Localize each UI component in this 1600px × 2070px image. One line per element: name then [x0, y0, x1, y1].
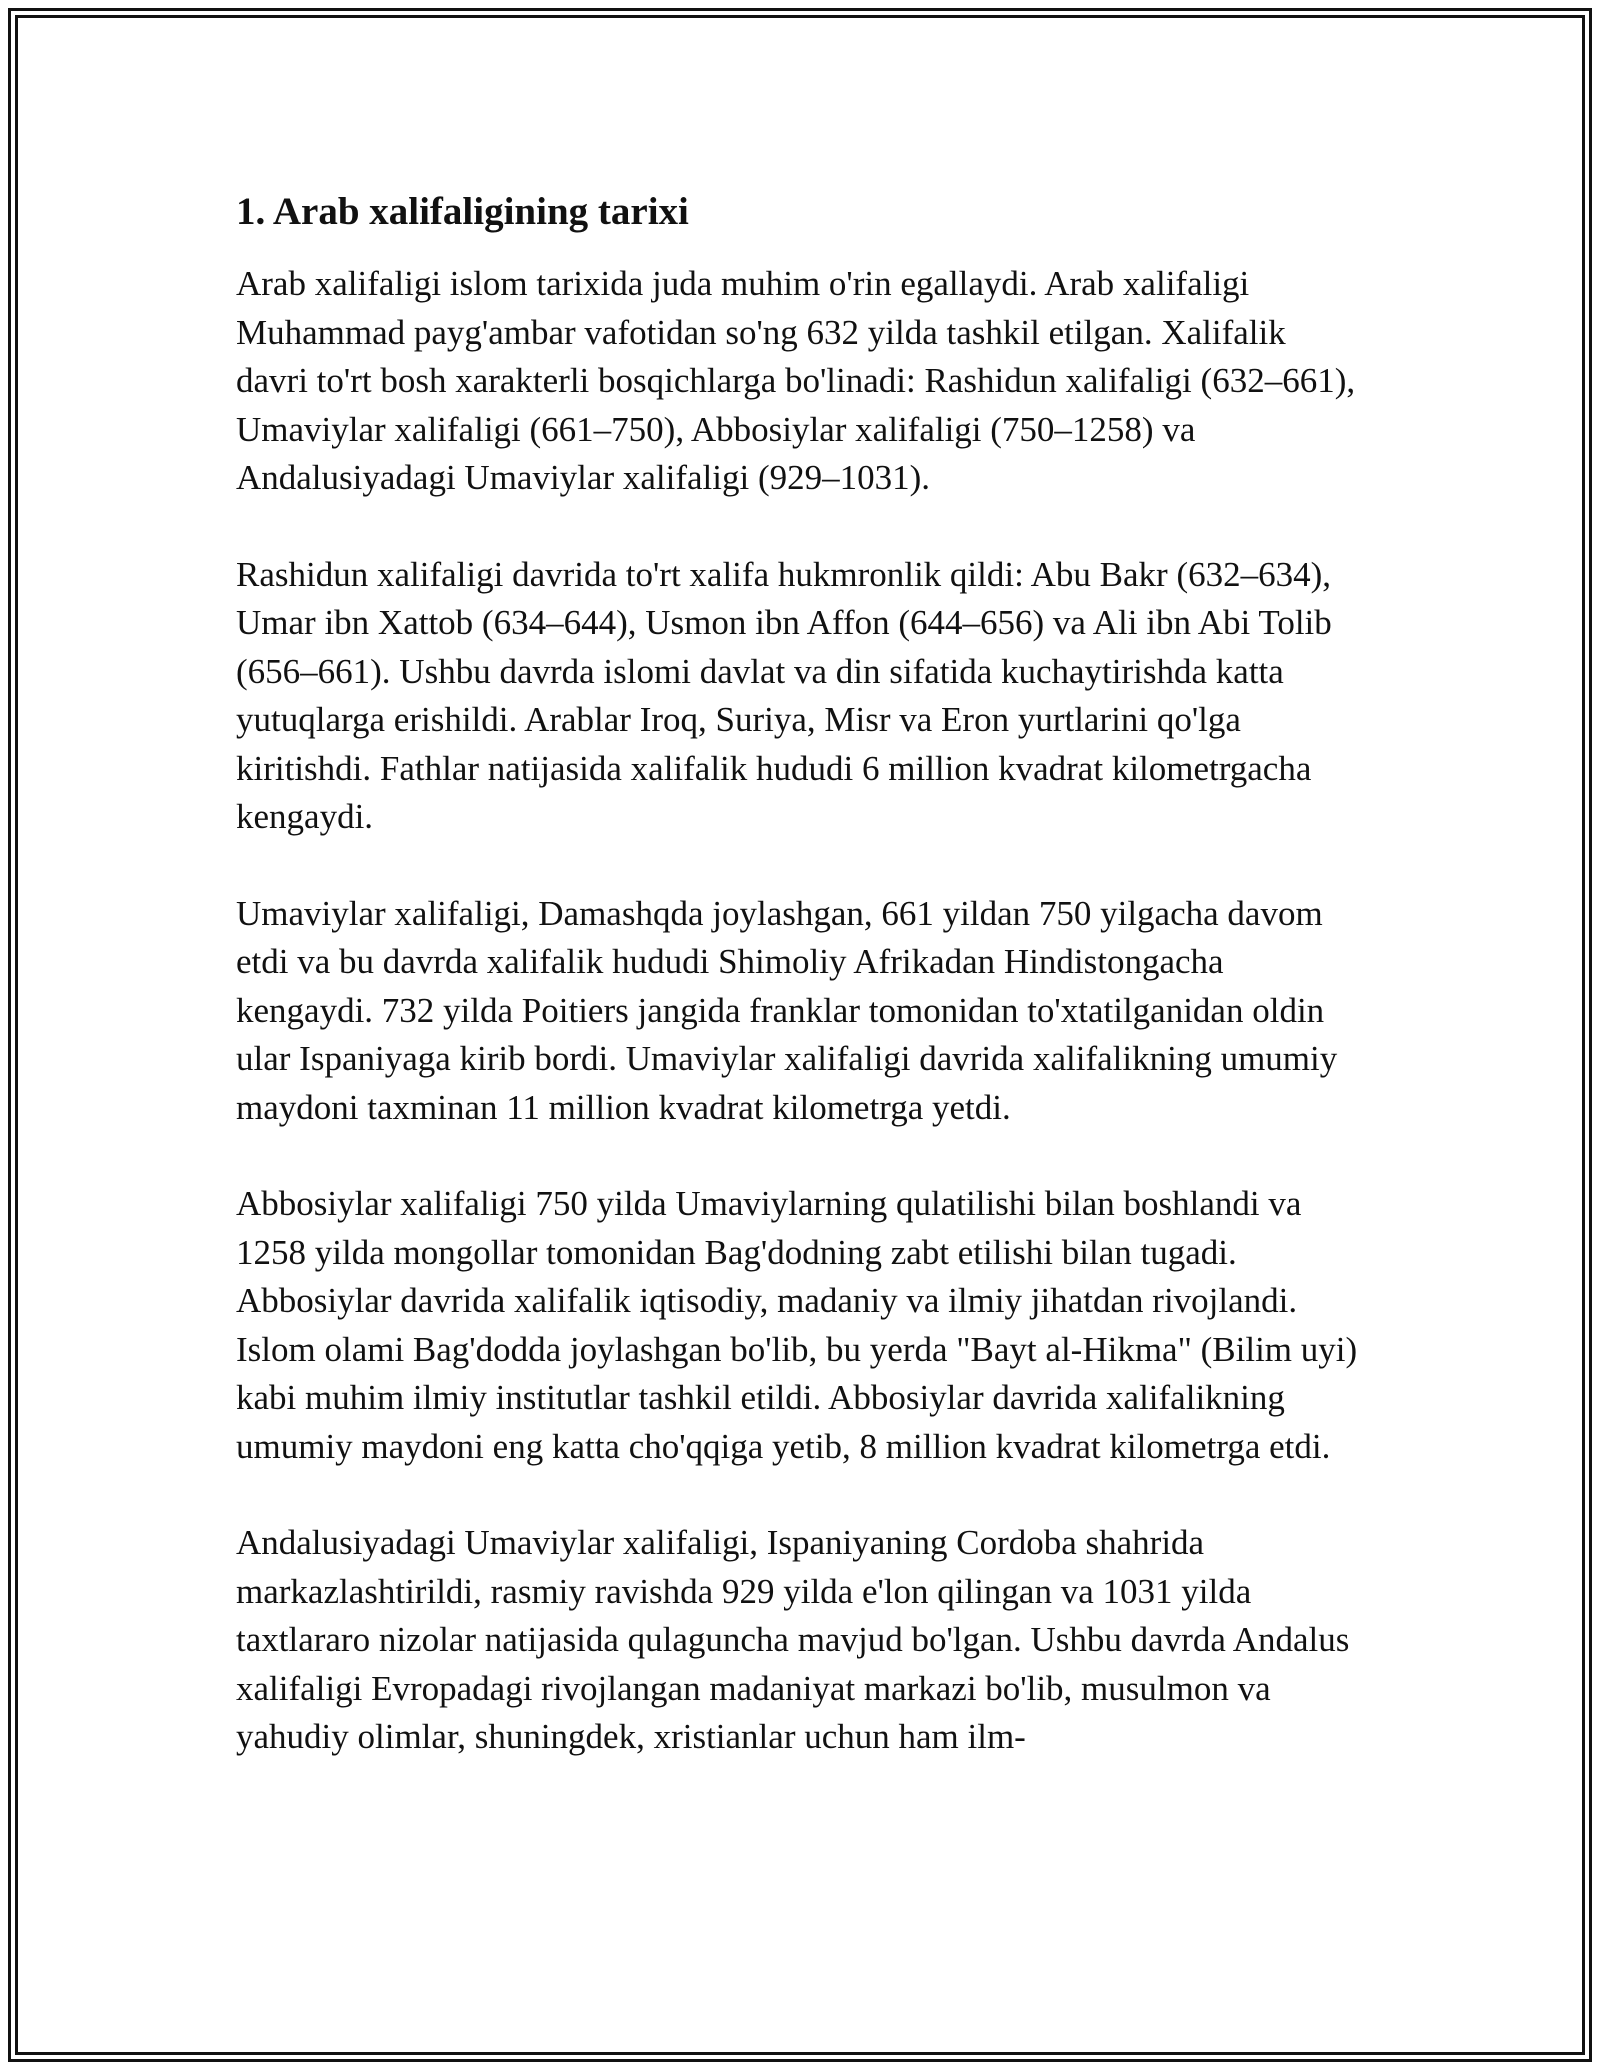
paragraph-intro: Arab xalifaligi islom tarixida juda muhim o'rin egallaydi. Arab xalifaligi Muhammad payg'ambar vafotidan so'ng 632 yilda tashkil etilgan. Xalifalik davri to'rt bosh xarakterli bosqichlarga bo'linadi: Rashidun xalifaligi (632–661), Umaviylar xalifaligi (661–750), Abbosiylar xalifaligi (750–1258) va Andalusiyadagi Umaviylar xalifaligi (929–1031).: [236, 264, 1356, 497]
document-body: [236, 186, 1366, 1762]
paragraph-umayyad: Umaviylar xalifaligi, Damashqda joylashgan, 661 yildan 750 yilgacha davom etdi va bu davrda xalifalik hududi Shimoliy Afrikadan Hindistongacha kengaydi. 732 yilda Poitiers jangida franklar tomonidan to'xtatilganidan oldin ular Ispaniyaga kirib bordi. Umaviylar xalifaligi davrida xalifalikning umumiy maydoni taxminan 11 million kvadrat kilometrga yetdi.: [236, 893, 1338, 1127]
paragraph-rashidun: Rashidun xalifaligi davrida to'rt xalifa hukmronlik qildi: Abu Bakr (632–634), Umar ibn Xattob (634–644), Usmon ibn Affon (644–656) va Ali ibn Abi Tolib (656–661). Ushbu davrda islomi davlat va din sifatida kuchaytirishda katta yutuqlarga erishildi. Arablar Iroq, Suriya, Misr va Eron yurtlarini qo'lga kiritishdi. Fathlar natijasida xalifalik hududi 6 million kvadrat kilometrgacha kengaydi.: [236, 554, 1332, 836]
paragraph-andalusian: Andalusiyadagi Umaviylar xalifaligi, Ispaniyaning Cordoba shahrida markazlashtirildi, rasmiy ravishda 929 yilda e'lon qilingan va 1031 yilda taxtlararo nizolar natijasida qulaguncha mavjud bo'lgan. Ushbu davrda Andalus xalifaligi Evropadagi rivojlangan madaniyat markazi bo'lib, musulmon va yahudiy olimlar, shuningdek, xristianlar uchun ham ilm-: [236, 1523, 1350, 1756]
paragraph-abbasid: Abbosiylar xalifaligi 750 yilda Umaviylarning qulatilishi bilan boshlandi va 1258 yilda mongollar tomonidan Bag'dodning zabt etilishi bilan tugadi. Abbosiylar davrida xalifalik iqtisodiy, madaniy va ilmiy jihatdan rivojlandi. Islom olami Bag'dodda joylashgan bo'lib, bu yerda "Bayt al-Hikma" (Bilim uyi) kabi muhim ilmiy institutlar tashkil etildi. Abbosiylar davrida xalifalikning umumiy maydoni eng katta cho'qqiga yetib, 8 million kvadrat kilometrga etdi.: [236, 1184, 1358, 1466]
section-heading: 1. Arab xalifaligining tarixi: [236, 190, 689, 233]
